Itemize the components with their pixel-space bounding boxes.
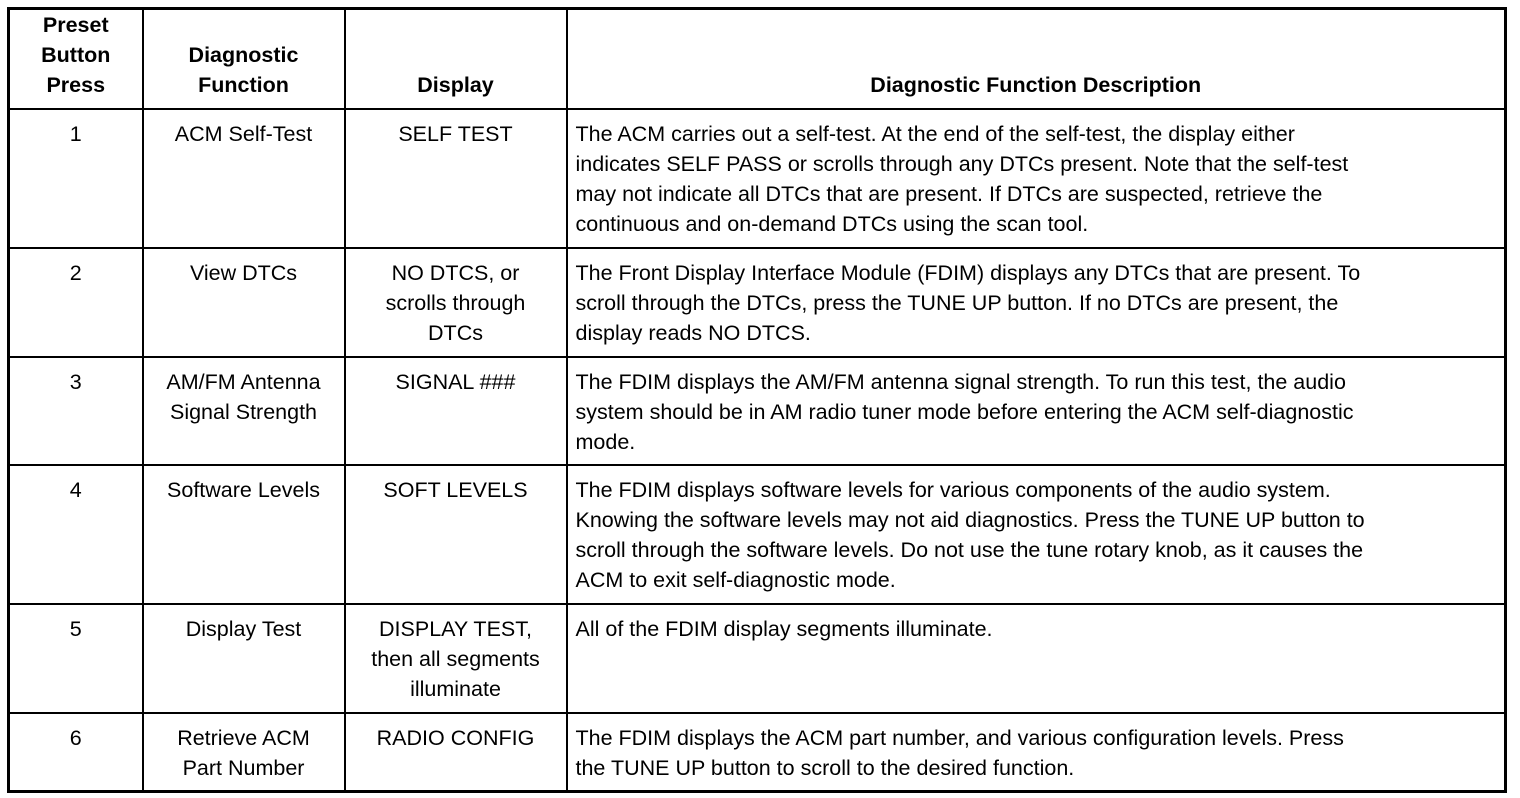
cell-description: The FDIM displays software levels for various components of the audio system. Knowing the software levels may not aid diagnostics. Press the TUNE UP button to scroll through the software levels. Do not use the tune rotary knob, as it causes the ACM to exit self-diagnostic mode.: [567, 465, 1506, 604]
table-row: [9, 248, 1506, 357]
table-row: [9, 604, 1506, 713]
table-row: [9, 713, 1506, 792]
header-row: [9, 9, 1506, 110]
cell-diagnostic-function: Display Test: [143, 604, 345, 713]
cell-display: SELF TEST: [345, 109, 567, 248]
cell-diagnostic-function: ACM Self-Test: [143, 109, 345, 248]
diagnostic-table: [7, 7, 1507, 793]
cell-diagnostic-function: Retrieve ACM Part Number: [143, 713, 345, 792]
cell-preset-press: 4: [9, 465, 143, 604]
header-description: Diagnostic Function Description: [567, 9, 1506, 110]
cell-display: DISPLAY TEST, then all segments illuminate: [345, 604, 567, 713]
cell-description: The ACM carries out a self-test. At the end of the self-test, the display either indicates SELF PASS or scrolls through any DTCs present. Note that the self-test may not indicate all DTCs that are present. If DTCs are suspected, retrieve the continuous and on-demand DTCs using the scan tool.: [567, 109, 1506, 248]
cell-display: RADIO CONFIG: [345, 713, 567, 792]
cell-description: The FDIM displays the AM/FM antenna signal strength. To run this test, the audio system should be in AM radio tuner mode before entering the ACM self-diagnostic mode.: [567, 357, 1506, 466]
cell-display: SOFT LEVELS: [345, 465, 567, 604]
cell-diagnostic-function: Software Levels: [143, 465, 345, 604]
cell-display: SIGNAL ###: [345, 357, 567, 466]
cell-description: The Front Display Interface Module (FDIM) displays any DTCs that are present. To scroll through the DTCs, press the TUNE UP button. If no DTCs are present, the display reads NO DTCS.: [567, 248, 1506, 357]
table-row: [9, 109, 1506, 248]
cell-preset-press: 5: [9, 604, 143, 713]
cell-preset-press: 2: [9, 248, 143, 357]
cell-diagnostic-function: AM/FM Antenna Signal Strength: [143, 357, 345, 466]
table-row: [9, 357, 1506, 466]
cell-preset-press: 6: [9, 713, 143, 792]
table-body: [9, 109, 1506, 792]
header-display: Display: [345, 9, 567, 110]
cell-description: The FDIM displays the ACM part number, and various configuration levels. Press the TUNE UP button to scroll to the desired function.: [567, 713, 1506, 792]
header-preset-button-press: Preset Button Press: [9, 9, 143, 110]
header-diagnostic-function: Diagnostic Function: [143, 9, 345, 110]
cell-preset-press: 3: [9, 357, 143, 466]
cell-preset-press: 1: [9, 109, 143, 248]
cell-diagnostic-function: View DTCs: [143, 248, 345, 357]
cell-description: All of the FDIM display segments illuminate.: [567, 604, 1506, 713]
cell-display: NO DTCS, or scrolls through DTCs: [345, 248, 567, 357]
table-row: [9, 465, 1506, 604]
